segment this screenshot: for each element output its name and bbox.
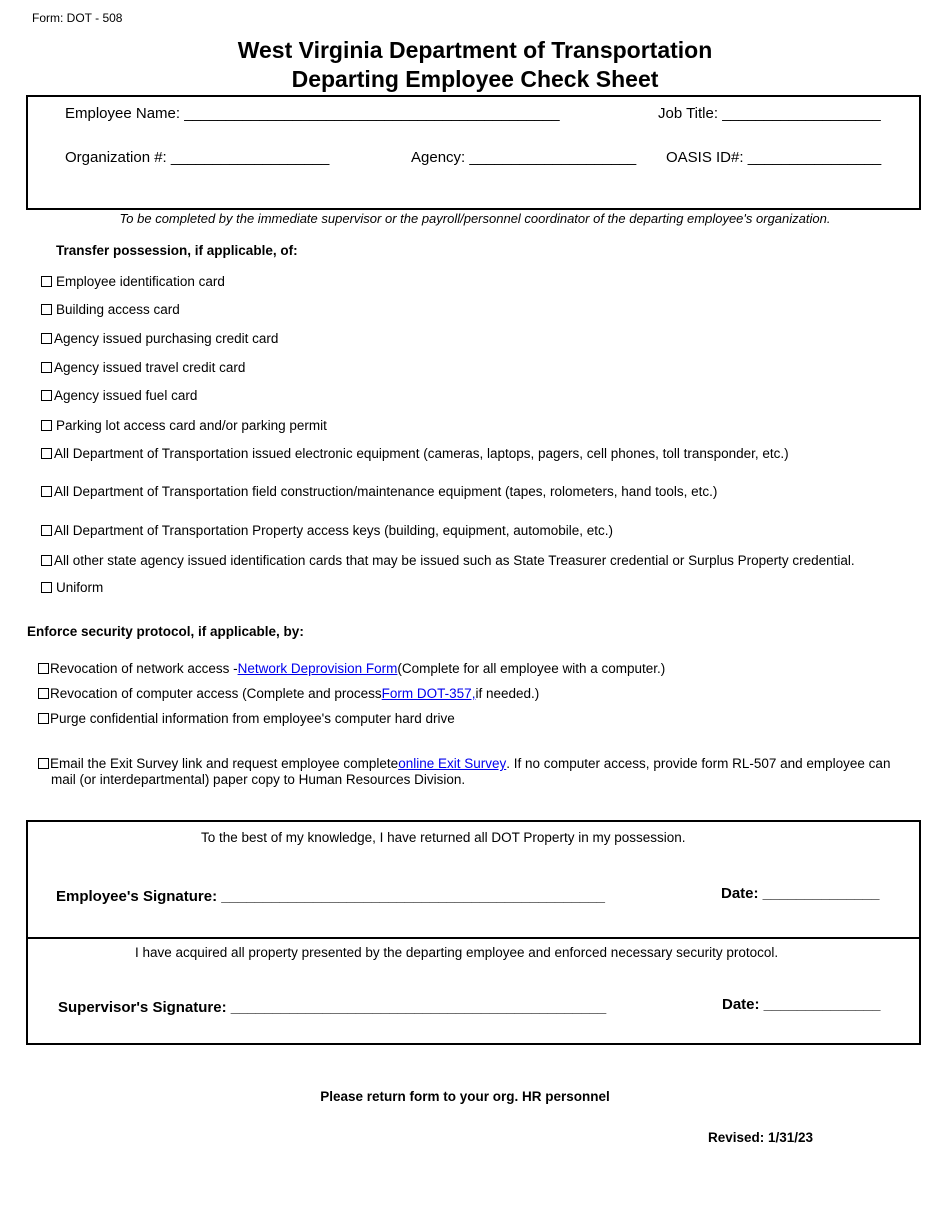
agency-field[interactable]: Agency: ____________________ (411, 149, 637, 166)
checkbox[interactable] (41, 333, 52, 344)
transfer-section-heading: Transfer possession, if applicable, of: (56, 243, 298, 258)
checkbox-item[interactable]: Email the Exit Survey link and request employee complete online Exit Survey . If no computer access, provide form RL-507 and employee can (38, 756, 890, 771)
security-section-heading: Enforce security protocol, if applicable, by: (27, 624, 304, 639)
checkbox-item[interactable]: Revocation of computer access (Complete and process Form DOT-357, if needed.) (38, 686, 539, 701)
checkbox-item[interactable]: Uniform (41, 580, 103, 595)
checkbox[interactable] (41, 582, 52, 593)
checkbox[interactable] (38, 713, 49, 724)
checkbox[interactable] (38, 758, 49, 769)
online-exit-survey-link[interactable]: online Exit Survey (398, 756, 507, 771)
checkbox-item[interactable]: Building access card (41, 302, 180, 317)
checkbox-item[interactable]: All Department of Transportation issued electronic equipment (cameras, laptops, pagers, cell phones, toll transponder, etc.) (41, 446, 789, 461)
form-number: Form: DOT - 508 (32, 11, 123, 25)
checkbox[interactable] (41, 420, 52, 431)
signature-box (26, 820, 921, 1045)
checkbox[interactable] (41, 390, 52, 401)
checkbox-item[interactable]: Agency issued travel credit card (41, 360, 245, 375)
checkbox[interactable] (38, 663, 49, 674)
instruction-note: To be completed by the immediate supervisor or the payroll/personnel coordinator of the departing employee's organization. (119, 211, 831, 226)
checkbox-item[interactable]: Parking lot access card and/or parking permit (41, 418, 327, 433)
employee-date-line[interactable]: Date: ______________ (721, 885, 880, 902)
title-agency: West Virginia Department of Transportation (237, 37, 713, 63)
employee-info-box (26, 95, 921, 210)
signature-divider (28, 937, 919, 939)
checkbox[interactable] (41, 362, 52, 373)
network-deprovision-form-link[interactable]: Network Deprovision Form (237, 661, 398, 676)
supervisor-date-line[interactable]: Date: ______________ (722, 996, 881, 1013)
checkbox-item[interactable]: Revocation of network access - Network Deprovision Form (Complete for all employee with a computer.) (38, 661, 665, 676)
checkbox[interactable] (41, 448, 52, 459)
checkbox-item[interactable]: All Department of Transportation Property access keys (building, equipment, automobile, etc.) (41, 523, 613, 538)
checkbox-item[interactable]: Agency issued purchasing credit card (41, 331, 278, 346)
job-title-field[interactable]: Job Title: ___________________ (658, 105, 881, 122)
return-instructions: Please return form to your org. HR personnel (320, 1089, 610, 1104)
checkbox-item[interactable]: All other state agency issued identification cards that may be issued such as State Treasurer credential or Surplus Property credential. (41, 553, 855, 568)
checkbox-item[interactable]: All Department of Transportation field construction/maintenance equipment (tapes, rolometers, hand tools, etc.) (41, 484, 717, 499)
checkbox[interactable] (38, 688, 49, 699)
checkbox[interactable] (41, 276, 52, 287)
checkbox[interactable] (41, 304, 52, 315)
organization-field[interactable]: Organization #: ___________________ (65, 149, 330, 166)
checkbox[interactable] (41, 555, 52, 566)
title-form: Departing Employee Check Sheet (291, 66, 659, 92)
checkbox-item[interactable]: Employee identification card (41, 274, 225, 289)
checkbox[interactable] (41, 525, 52, 536)
revision-date: Revised: 1/31/23 (708, 1130, 814, 1145)
oasis-id-field[interactable]: OASIS ID#: ________________ (666, 149, 882, 166)
employee-acknowledgement: To the best of my knowledge, I have returned all DOT Property in my possession. (201, 830, 686, 845)
checkbox-item[interactable]: Agency issued fuel card (41, 388, 197, 403)
employee-signature-line[interactable]: Employee's Signature: ______________________________________________ (56, 888, 606, 905)
form-dot-357-link[interactable]: Form DOT-357, (381, 686, 476, 701)
employee-name-field[interactable]: Employee Name: _____________________________________________ (65, 105, 560, 122)
checkbox-item[interactable]: Purge confidential information from employee's computer hard drive (38, 711, 455, 726)
checkbox[interactable] (41, 486, 52, 497)
supervisor-acknowledgement: I have acquired all property presented by the departing employee and enforced necessary security protocol. (135, 945, 779, 960)
supervisor-signature-line[interactable]: Supervisor's Signature: _____________________________________________ (58, 999, 607, 1016)
exit-survey-continuation: mail (or interdepartmental) paper copy to Human Resources Division. (51, 772, 466, 787)
